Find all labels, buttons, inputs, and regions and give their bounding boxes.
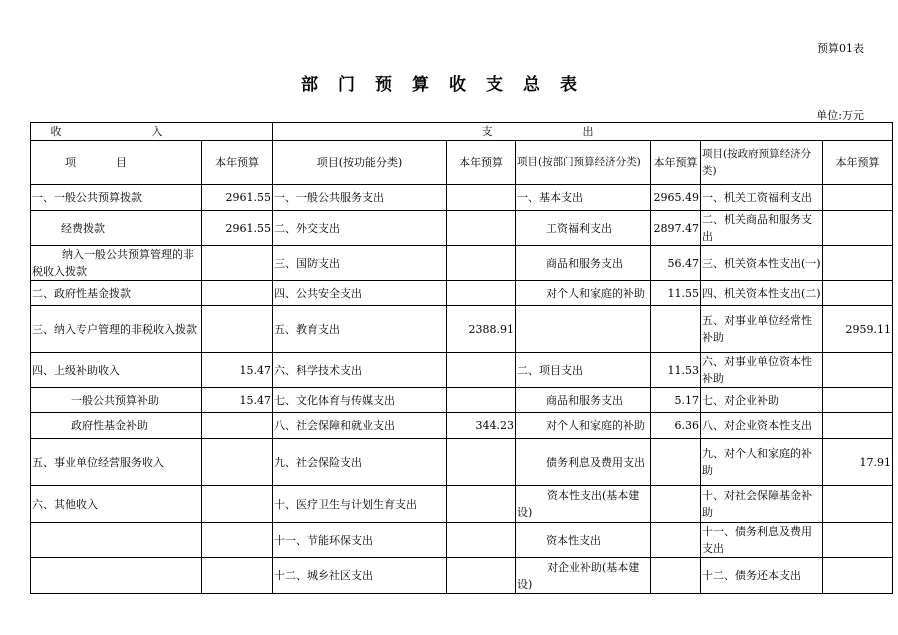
col-header-gov-econ: 项目(按政府预算经济分类): [701, 141, 823, 185]
func-item: 二、外交支出: [273, 211, 447, 246]
gov-item: 三、机关资本性支出(一): [701, 246, 823, 281]
dept-amount: 2965.49: [651, 185, 701, 211]
income-item: 经费拨款: [31, 211, 202, 246]
dept-amount: [651, 486, 701, 523]
gov-item: 十二、债务还本支出: [701, 558, 823, 594]
gov-amount: 2959.11: [823, 306, 893, 353]
dept-amount: 56.47: [651, 246, 701, 281]
income-item: [31, 523, 202, 558]
dept-item: 对个人和家庭的补助: [516, 281, 651, 306]
expense-header: 支出: [273, 123, 893, 141]
gov-item: 四、机关资本性支出(二): [701, 281, 823, 306]
col-header-func: 项目(按功能分类): [273, 141, 447, 185]
table-row: [31, 246, 893, 281]
func-item: 十、医疗卫生与计划生育支出: [273, 486, 447, 523]
table-row: [31, 185, 893, 211]
col-header-amount: 本年预算: [823, 141, 893, 185]
income-amount: 2961.55: [202, 211, 273, 246]
income-item: 二、政府性基金拨款: [31, 281, 202, 306]
func-item: 三、国防支出: [273, 246, 447, 281]
col-header-item: 项目: [31, 141, 202, 185]
table-row: [31, 413, 893, 439]
func-amount: [447, 439, 516, 486]
form-number: 预算01表: [817, 42, 864, 55]
func-amount: [447, 211, 516, 246]
gov-item: 二、机关商品和服务支出: [701, 211, 823, 246]
income-item: 四、上级补助收入: [31, 353, 202, 388]
func-amount: [447, 185, 516, 211]
table-row: [31, 353, 893, 388]
income-item: 一、一般公共预算拨款: [31, 185, 202, 211]
gov-item: 九、对个人和家庭的补助: [701, 439, 823, 486]
func-amount: [447, 486, 516, 523]
gov-amount: [823, 486, 893, 523]
income-item: 五、事业单位经营服务收入: [31, 439, 202, 486]
func-item: 一、一般公共服务支出: [273, 185, 447, 211]
table-row: [31, 388, 893, 413]
page-title: 部门预算收支总表: [301, 75, 597, 95]
func-amount: [447, 246, 516, 281]
gov-item: 七、对企业补助: [701, 388, 823, 413]
gov-amount: [823, 353, 893, 388]
dept-amount: 11.55: [651, 281, 701, 306]
col-header-amount: 本年预算: [651, 141, 701, 185]
table-row: [31, 486, 893, 523]
dept-amount: 6.36: [651, 413, 701, 439]
dept-item: [516, 306, 651, 353]
func-item: 五、教育支出: [273, 306, 447, 353]
dept-item: 工资福利支出: [516, 211, 651, 246]
gov-amount: [823, 185, 893, 211]
dept-amount: 2897.47: [651, 211, 701, 246]
income-amount: 15.47: [202, 388, 273, 413]
func-item: 八、社会保障和就业支出: [273, 413, 447, 439]
gov-item: 十一、债务利息及费用支出: [701, 523, 823, 558]
gov-item: 六、对事业单位资本性补助: [701, 353, 823, 388]
func-amount: 344.23: [447, 413, 516, 439]
dept-item: 商品和服务支出: [516, 246, 651, 281]
gov-amount: [823, 388, 893, 413]
table-row: [31, 558, 893, 594]
gov-amount: [823, 211, 893, 246]
table-row: [31, 281, 893, 306]
income-amount: [202, 413, 273, 439]
table-row: [31, 439, 893, 486]
income-item: [31, 558, 202, 594]
col-header-dept-econ: 项目(按部门预算经济分类): [516, 141, 651, 185]
dept-item: 对个人和家庭的补助: [516, 413, 651, 439]
gov-item: 十、对社会保障基金补助: [701, 486, 823, 523]
income-item: 六、其他收入: [31, 486, 202, 523]
func-amount: [447, 388, 516, 413]
func-item: 十二、城乡社区支出: [273, 558, 447, 594]
table-row: [31, 211, 893, 246]
dept-amount: [651, 523, 701, 558]
income-amount: 2961.55: [202, 185, 273, 211]
func-item: 七、文化体育与传媒支出: [273, 388, 447, 413]
dept-item: 商品和服务支出: [516, 388, 651, 413]
dept-amount: [651, 439, 701, 486]
income-item: 纳入一般公共预算管理的非税收入拨款: [31, 246, 202, 281]
income-amount: 15.47: [202, 353, 273, 388]
unit-label: 单位:万元: [816, 109, 864, 122]
income-amount: [202, 306, 273, 353]
gov-amount: 17.91: [823, 439, 893, 486]
dept-item: 资本性支出: [516, 523, 651, 558]
func-item: 十一、节能环保支出: [273, 523, 447, 558]
gov-amount: [823, 281, 893, 306]
income-item: 一般公共预算补助: [31, 388, 202, 413]
dept-item: 对企业补助(基本建设): [516, 558, 651, 594]
func-item: 九、社会保险支出: [273, 439, 447, 486]
dept-amount: 11.53: [651, 353, 701, 388]
income-amount: [202, 439, 273, 486]
budget-table: [30, 122, 893, 594]
income-amount: [202, 486, 273, 523]
func-item: 六、科学技术支出: [273, 353, 447, 388]
gov-item: 一、机关工资福利支出: [701, 185, 823, 211]
func-amount: [447, 523, 516, 558]
income-item: 三、纳入专户管理的非税收入拨款: [31, 306, 202, 353]
dept-item: 资本性支出(基本建设): [516, 486, 651, 523]
dept-amount: 5.17: [651, 388, 701, 413]
func-amount: 2388.91: [447, 306, 516, 353]
col-header-amount: 本年预算: [447, 141, 516, 185]
col-header-amount: 本年预算: [202, 141, 273, 185]
income-amount: [202, 281, 273, 306]
dept-amount: [651, 558, 701, 594]
dept-item: 债务利息及费用支出: [516, 439, 651, 486]
income-amount: [202, 558, 273, 594]
income-header: 收入: [31, 123, 273, 141]
income-amount: [202, 246, 273, 281]
func-item: 四、公共安全支出: [273, 281, 447, 306]
gov-amount: [823, 246, 893, 281]
dept-item: 二、项目支出: [516, 353, 651, 388]
gov-amount: [823, 558, 893, 594]
income-amount: [202, 523, 273, 558]
table-row: [31, 523, 893, 558]
dept-item: 一、基本支出: [516, 185, 651, 211]
func-amount: [447, 353, 516, 388]
gov-amount: [823, 523, 893, 558]
func-amount: [447, 281, 516, 306]
func-amount: [447, 558, 516, 594]
gov-amount: [823, 413, 893, 439]
dept-amount: [651, 306, 701, 353]
table-row: [31, 306, 893, 353]
gov-item: 五、对事业单位经常性补助: [701, 306, 823, 353]
income-item: 政府性基金补助: [31, 413, 202, 439]
gov-item: 八、对企业资本性支出: [701, 413, 823, 439]
